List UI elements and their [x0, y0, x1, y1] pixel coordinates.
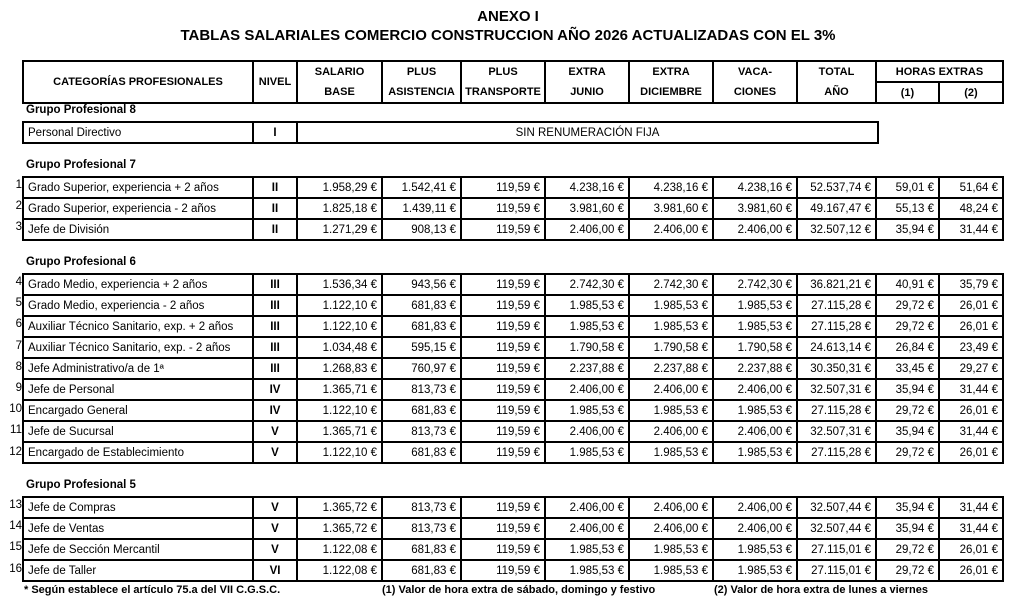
value-cell: 32.507,44 €	[797, 518, 876, 539]
value-cell: 1.985,53 €	[629, 539, 713, 560]
value-cell: 1.985,53 €	[629, 295, 713, 316]
value-cell: 119,59 €	[461, 379, 545, 400]
value-cell: 2.406,00 €	[629, 219, 713, 240]
value-cell: 2.406,00 €	[629, 421, 713, 442]
level-cell: III	[253, 274, 297, 295]
value-cell: 2.406,00 €	[713, 379, 797, 400]
value-cell: 1.825,18 €	[297, 198, 382, 219]
value-cell: 813,73 €	[382, 379, 461, 400]
category-cell: Jefe Administrativo/a de 1ª	[23, 358, 253, 379]
value-cell: 119,59 €	[461, 219, 545, 240]
value-cell: 31,44 €	[939, 219, 1003, 240]
value-cell: 119,59 €	[461, 295, 545, 316]
value-cell: 943,56 €	[382, 274, 461, 295]
level-cell: V	[253, 518, 297, 539]
group-label: Grupo Profesional 6	[26, 256, 136, 268]
value-cell: 1.439,11 €	[382, 198, 461, 219]
value-cell: 1.365,71 €	[297, 421, 382, 442]
value-cell: 33,45 €	[876, 358, 939, 379]
value-cell: 119,59 €	[461, 421, 545, 442]
category-cell: Jefe de Personal	[23, 379, 253, 400]
row-number: 15	[9, 541, 22, 554]
category-cell: Grado Superior, experiencia + 2 años	[23, 177, 253, 198]
row-number: 7	[15, 339, 22, 352]
document-title: ANEXO I	[477, 8, 539, 25]
category-cell: Jefe de Sección Mercantil	[23, 539, 253, 560]
value-cell: 1.958,29 €	[297, 177, 382, 198]
level-cell: II	[253, 177, 297, 198]
row-number: 10	[9, 403, 22, 416]
value-cell: 1.790,58 €	[713, 337, 797, 358]
value-cell: 1.985,53 €	[713, 442, 797, 463]
value-cell: 2.406,00 €	[545, 518, 629, 539]
value-cell: 2.406,00 €	[629, 518, 713, 539]
table-row	[23, 539, 1003, 560]
value-cell: 23,49 €	[939, 337, 1003, 358]
value-cell: 27.115,28 €	[797, 295, 876, 316]
table-row	[23, 358, 1003, 379]
footnote-1: (1) Valor de hora extra de sábado, domingo y festivo	[382, 584, 656, 596]
value-cell: 681,83 €	[382, 400, 461, 421]
value-cell: 1.034,48 €	[297, 337, 382, 358]
row-number: 1	[15, 179, 22, 191]
value-cell: 26,84 €	[876, 337, 939, 358]
level-cell: III	[253, 295, 297, 316]
value-cell: 2.237,88 €	[713, 358, 797, 379]
value-cell: 2.406,00 €	[629, 497, 713, 518]
value-cell: 26,01 €	[939, 560, 1003, 581]
value-cell: 2.237,88 €	[629, 358, 713, 379]
value-cell: 1.122,08 €	[297, 560, 382, 581]
value-cell: 1.985,53 €	[545, 400, 629, 421]
value-cell: 681,83 €	[382, 539, 461, 560]
header-vacaciones: VACA-	[713, 61, 797, 82]
value-cell: 35,94 €	[876, 421, 939, 442]
value-cell: 4.238,16 €	[713, 177, 797, 198]
group-label: Grupo Profesional 5	[26, 479, 136, 491]
header-diciembre: EXTRA	[629, 61, 713, 82]
value-cell: 2.742,30 €	[713, 274, 797, 295]
document-subtitle: TABLAS SALARIALES COMERCIO CONSTRUCCION AÑO 2026 ACTUALIZADAS CON EL 3%	[180, 27, 836, 44]
row-number: 2	[15, 200, 22, 213]
value-cell: 35,94 €	[876, 497, 939, 518]
value-cell: 26,01 €	[939, 442, 1003, 463]
value-cell: 760,97 €	[382, 358, 461, 379]
header-junio-2: JUNIO	[545, 82, 629, 103]
value-cell: 1.790,58 €	[629, 337, 713, 358]
row-number: 9	[15, 382, 22, 394]
value-cell: 2.406,00 €	[713, 518, 797, 539]
table-row	[23, 560, 1003, 581]
level-cell: VI	[253, 560, 297, 581]
value-cell: 32.507,31 €	[797, 379, 876, 400]
category-cell: Auxiliar Técnico Sanitario, exp. - 2 años	[23, 337, 253, 358]
value-cell: 813,73 €	[382, 497, 461, 518]
row-number: 6	[15, 318, 22, 331]
value-cell: 1.985,53 €	[545, 316, 629, 337]
value-cell: 1.122,08 €	[297, 539, 382, 560]
value-cell: 3.981,60 €	[545, 198, 629, 219]
value-cell: 1.122,10 €	[297, 442, 382, 463]
value-cell: 1.985,53 €	[713, 560, 797, 581]
value-cell: 1.985,53 €	[629, 316, 713, 337]
group8-table	[22, 121, 879, 144]
value-cell: 119,59 €	[461, 316, 545, 337]
value-cell: 35,94 €	[876, 379, 939, 400]
value-cell: 119,59 €	[461, 497, 545, 518]
value-cell: 29,72 €	[876, 316, 939, 337]
table-row	[23, 497, 1003, 518]
value-cell: 119,59 €	[461, 400, 545, 421]
value-cell: 2.406,00 €	[713, 421, 797, 442]
value-cell: 2.237,88 €	[545, 358, 629, 379]
category-cell: Jefe de Taller	[23, 560, 253, 581]
value-cell: 29,72 €	[876, 442, 939, 463]
table-row	[23, 316, 1003, 337]
value-cell: 32.507,31 €	[797, 421, 876, 442]
value-cell: 27.115,28 €	[797, 442, 876, 463]
value-cell: 31,44 €	[939, 497, 1003, 518]
value-cell: 26,01 €	[939, 316, 1003, 337]
value-cell: 2.406,00 €	[629, 379, 713, 400]
row-number: 5	[15, 297, 22, 310]
value-cell: 2.742,30 €	[545, 274, 629, 295]
header-diciembre-2: DICIEMBRE	[629, 82, 713, 103]
value-cell: 36.821,21 €	[797, 274, 876, 295]
value-cell: 1.122,10 €	[297, 295, 382, 316]
value-cell: 119,59 €	[461, 442, 545, 463]
level-cell: II	[253, 198, 297, 219]
value-cell: 1.985,53 €	[713, 316, 797, 337]
value-cell: 35,94 €	[876, 518, 939, 539]
header-vacaciones-2: CIONES	[713, 82, 797, 103]
header-asistencia: PLUS	[382, 61, 461, 82]
value-cell: 119,59 €	[461, 177, 545, 198]
group-label-8: Grupo Profesional 8	[26, 104, 136, 116]
value-cell: 1.271,29 €	[297, 219, 382, 240]
value-cell: 2.406,00 €	[713, 219, 797, 240]
value-cell: 1.985,53 €	[629, 442, 713, 463]
value-cell: 1.268,83 €	[297, 358, 382, 379]
value-cell: 908,13 €	[382, 219, 461, 240]
row-number: 14	[9, 520, 22, 533]
value-cell: 2.406,00 €	[545, 379, 629, 400]
value-cell: 3.981,60 €	[629, 198, 713, 219]
value-cell: 1.985,53 €	[629, 400, 713, 421]
category-cell: Personal Directivo	[23, 122, 253, 143]
level-cell: I	[253, 122, 297, 143]
table-row	[23, 421, 1003, 442]
table-row	[23, 295, 1003, 316]
value-cell: 29,72 €	[876, 560, 939, 581]
value-cell: 681,83 €	[382, 442, 461, 463]
row-number: 16	[9, 562, 22, 575]
value-cell: 1.365,72 €	[297, 518, 382, 539]
value-cell: 1.365,72 €	[297, 497, 382, 518]
table-row	[23, 219, 1003, 240]
value-cell: 27.115,01 €	[797, 539, 876, 560]
table-row	[23, 274, 1003, 295]
table-row	[23, 518, 1003, 539]
salary-table	[22, 176, 1004, 241]
value-cell: 48,24 €	[939, 198, 1003, 219]
value-cell: 119,59 €	[461, 560, 545, 581]
value-cell: 26,01 €	[939, 400, 1003, 421]
value-cell: 55,13 €	[876, 198, 939, 219]
value-cell: 1.985,53 €	[629, 560, 713, 581]
sin-remuneracion-note: SIN RENUMERACIÓN FIJA	[297, 122, 878, 143]
value-cell: 1.985,53 €	[545, 442, 629, 463]
level-cell: IV	[253, 400, 297, 421]
header-total-2: AÑO	[797, 82, 876, 103]
row-number: 13	[9, 499, 22, 511]
level-cell: V	[253, 539, 297, 560]
header-total: TOTAL	[797, 61, 876, 82]
table-row	[23, 337, 1003, 358]
category-cell: Encargado General	[23, 400, 253, 421]
value-cell: 813,73 €	[382, 421, 461, 442]
value-cell: 1.985,53 €	[545, 560, 629, 581]
value-cell: 51,64 €	[939, 177, 1003, 198]
value-cell: 2.406,00 €	[545, 421, 629, 442]
header-salario-2: BASE	[297, 82, 382, 103]
value-cell: 24.613,14 €	[797, 337, 876, 358]
value-cell: 119,59 €	[461, 198, 545, 219]
row-number: 3	[15, 221, 22, 234]
header-junio: EXTRA	[545, 61, 629, 82]
footnote-2: (2) Valor de hora extra de lunes a viernes	[714, 584, 928, 596]
header-salario: SALARIO	[297, 61, 382, 82]
value-cell: 26,01 €	[939, 295, 1003, 316]
level-cell: IV	[253, 379, 297, 400]
category-cell: Jefe de División	[23, 219, 253, 240]
category-cell: Encargado de Establecimiento	[23, 442, 253, 463]
table-row	[23, 442, 1003, 463]
value-cell: 59,01 €	[876, 177, 939, 198]
table-row	[23, 177, 1003, 198]
value-cell: 35,79 €	[939, 274, 1003, 295]
footnote-star: * Según establece el artículo 75.a del VII C.G.S.C.	[24, 584, 281, 596]
value-cell: 30.350,31 €	[797, 358, 876, 379]
value-cell: 2.742,30 €	[629, 274, 713, 295]
level-cell: V	[253, 421, 297, 442]
header-nivel: NIVEL	[253, 61, 297, 103]
salary-table	[22, 496, 1004, 582]
value-cell: 119,59 €	[461, 539, 545, 560]
header-horas-extras: HORAS EXTRAS	[876, 61, 1003, 82]
value-cell: 4.238,16 €	[629, 177, 713, 198]
value-cell: 35,94 €	[876, 219, 939, 240]
header-categorias: CATEGORÍAS PROFESIONALES	[23, 61, 253, 103]
group-label: Grupo Profesional 7	[26, 159, 136, 171]
value-cell: 26,01 €	[939, 539, 1003, 560]
value-cell: 27.115,01 €	[797, 560, 876, 581]
row-number: 11	[10, 424, 22, 437]
category-cell: Grado Medio, experiencia + 2 años	[23, 274, 253, 295]
row-number: 4	[15, 276, 22, 288]
value-cell: 2.406,00 €	[713, 497, 797, 518]
value-cell: 32.507,12 €	[797, 219, 876, 240]
value-cell: 32.507,44 €	[797, 497, 876, 518]
value-cell: 2.406,00 €	[545, 497, 629, 518]
category-cell: Jefe de Ventas	[23, 518, 253, 539]
value-cell: 4.238,16 €	[545, 177, 629, 198]
value-cell: 1.985,53 €	[545, 539, 629, 560]
value-cell: 1.122,10 €	[297, 400, 382, 421]
level-cell: V	[253, 442, 297, 463]
value-cell: 1.542,41 €	[382, 177, 461, 198]
value-cell: 3.981,60 €	[713, 198, 797, 219]
value-cell: 681,83 €	[382, 295, 461, 316]
value-cell: 2.406,00 €	[545, 219, 629, 240]
value-cell: 1.122,10 €	[297, 316, 382, 337]
header-transporte: PLUS	[461, 61, 545, 82]
value-cell: 1.985,53 €	[545, 295, 629, 316]
value-cell: 29,72 €	[876, 539, 939, 560]
value-cell: 1.985,53 €	[713, 295, 797, 316]
category-cell: Grado Medio, experiencia - 2 años	[23, 295, 253, 316]
value-cell: 31,44 €	[939, 518, 1003, 539]
value-cell: 29,72 €	[876, 295, 939, 316]
table-row	[23, 400, 1003, 421]
value-cell: 1.536,34 €	[297, 274, 382, 295]
value-cell: 119,59 €	[461, 518, 545, 539]
value-cell: 119,59 €	[461, 337, 545, 358]
level-cell: III	[253, 358, 297, 379]
header-horas-2: (2)	[939, 82, 1003, 103]
value-cell: 119,59 €	[461, 274, 545, 295]
category-cell: Grado Superior, experiencia - 2 años	[23, 198, 253, 219]
value-cell: 1.365,71 €	[297, 379, 382, 400]
value-cell: 40,91 €	[876, 274, 939, 295]
header-table	[22, 60, 1004, 104]
row-number: 12	[9, 445, 22, 458]
header-transporte-2: TRANSPORTE	[461, 82, 545, 103]
category-cell: Jefe de Sucursal	[23, 421, 253, 442]
value-cell: 119,59 €	[461, 358, 545, 379]
level-cell: III	[253, 316, 297, 337]
value-cell: 681,83 €	[382, 560, 461, 581]
level-cell: II	[253, 219, 297, 240]
category-cell: Auxiliar Técnico Sanitario, exp. + 2 años	[23, 316, 253, 337]
value-cell: 813,73 €	[382, 518, 461, 539]
value-cell: 27.115,28 €	[797, 400, 876, 421]
table-row	[23, 198, 1003, 219]
level-cell: III	[253, 337, 297, 358]
value-cell: 1.985,53 €	[713, 400, 797, 421]
value-cell: 52.537,74 €	[797, 177, 876, 198]
value-cell: 1.790,58 €	[545, 337, 629, 358]
value-cell: 31,44 €	[939, 421, 1003, 442]
value-cell: 31,44 €	[939, 379, 1003, 400]
value-cell: 595,15 €	[382, 337, 461, 358]
row-number: 8	[15, 360, 22, 373]
value-cell: 681,83 €	[382, 316, 461, 337]
value-cell: 29,27 €	[939, 358, 1003, 379]
table-row	[23, 379, 1003, 400]
header-asistencia-2: ASISTENCIA	[382, 82, 461, 103]
level-cell: V	[253, 497, 297, 518]
value-cell: 27.115,28 €	[797, 316, 876, 337]
value-cell: 49.167,47 €	[797, 198, 876, 219]
category-cell: Jefe de Compras	[23, 497, 253, 518]
value-cell: 29,72 €	[876, 400, 939, 421]
header-horas-1: (1)	[876, 82, 939, 103]
value-cell: 1.985,53 €	[713, 539, 797, 560]
salary-table	[22, 273, 1004, 464]
